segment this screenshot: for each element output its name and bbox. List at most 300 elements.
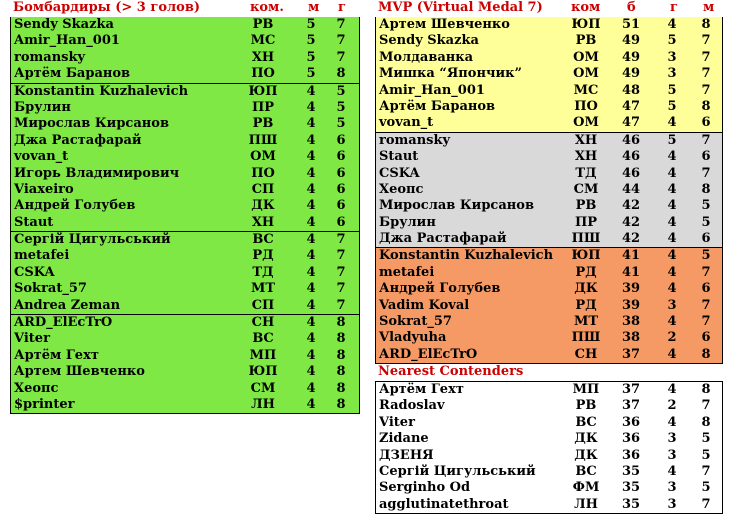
scorers-cell-m: 4 [306,132,316,148]
scorers-row [11,265,359,281]
mvp-cell-name: Мишка “Япончик” [379,66,523,82]
mvp-cell-team: ХН [574,132,598,148]
scorers-cell-m: 4 [306,315,316,331]
scorers-cell-team: ДК [251,198,275,214]
mvp-cell-m: 5 [701,214,711,230]
mvp-cell-m: 7 [701,33,711,49]
mvp-cell-m: 7 [701,264,711,280]
contenders-cell-b: 37 [621,382,641,397]
scorers-row [11,50,359,66]
contenders-cell-g: 3 [667,496,677,512]
mvp-cell-team: РВ [575,198,597,214]
scorers-cell-m: 5 [306,49,316,65]
scorers-cell-m: 4 [306,214,316,230]
mvp-col-goals: г [670,0,678,15]
mvp-cell-b: 39 [621,297,641,313]
scorers-cell-name: Артём Баранов [14,66,131,82]
mvp-cell-name: Молдаванка [379,49,474,65]
mvp-cell-g: 4 [667,17,677,32]
contenders-row [376,448,722,464]
mvp-cell-team: ПШ [571,231,601,247]
contenders-cell-g: 4 [667,463,677,479]
mvp-cell-b: 42 [621,214,641,230]
scorers-cell-team: ВС [252,232,274,248]
mvp-cell-team: ДК [574,281,598,297]
mvp-cell-name: Брулин [379,214,436,230]
mvp-cell-m: 7 [701,165,711,181]
contenders-cell-b: 35 [621,463,641,479]
scorers-cell-team: РВ [252,17,274,32]
scorers-row [11,364,359,380]
mvp-row [376,17,722,33]
mvp-cell-name: Vladyuha [379,330,447,346]
mvp-cell-g: 4 [667,115,677,131]
scorers-col-matches: м [308,0,320,15]
scorers-cell-team: ТД [252,264,274,280]
scorers-row [11,133,359,149]
mvp-cell-m: 6 [701,330,711,346]
scorers-cell-m: 4 [306,232,316,248]
scorers-cell-team: ПШ [248,132,278,148]
scorers-cell-g: 8 [336,364,346,380]
scorers-cell-m: 4 [306,347,316,363]
scorers-row [11,149,359,165]
scorers-cell-g: 8 [336,396,346,412]
mvp-cell-m: 6 [701,281,711,297]
mvp-row [376,247,722,264]
contenders-cell-name: Zidane [379,431,429,447]
scorers-row [11,83,359,100]
mvp-cell-b: 49 [621,66,641,82]
contenders-cell-name: Артём Гехт [379,382,464,397]
scorers-cell-name: Сергій Цигульський [14,232,171,248]
contenders-cell-m: 5 [701,480,711,496]
mvp-cell-name: Андрей Голубев [379,281,501,297]
scorers-cell-name: metafei [14,248,70,264]
mvp-cell-team: МТ [573,314,599,330]
mvp-cell-name: metafei [379,264,435,280]
mvp-cell-b: 46 [621,132,641,148]
scorers-cell-name: Андрей Голубев [14,198,136,214]
scorers-cell-team: МП [249,347,277,363]
scorers-col-goals: г [338,0,346,15]
mvp-cell-m: 7 [701,82,711,98]
scorers-table [10,17,360,414]
scorers-cell-m: 4 [306,165,316,181]
scorers-row [11,231,359,248]
scorers-cell-name: Джа Растафарай [14,132,142,148]
contenders-panel [375,364,723,514]
mvp-row [376,198,722,214]
contenders-cell-g: 3 [667,480,677,496]
mvp-row [376,347,722,364]
contenders-cell-m: 8 [701,414,711,430]
scorers-cell-m: 4 [306,248,316,264]
scorers-cell-name: Sokrat_57 [14,281,87,297]
scorers-cell-m: 4 [306,297,316,313]
scorers-cell-g: 8 [336,347,346,363]
mvp-cell-g: 5 [667,82,677,98]
mvp-cell-m: 5 [701,248,711,264]
contenders-cell-b: 36 [621,414,641,430]
scorers-row [11,348,359,364]
scorers-cell-team: СП [251,181,275,197]
mvp-cell-g: 3 [667,49,677,65]
mvp-cell-b: 42 [621,231,641,247]
mvp-cell-b: 41 [621,248,641,264]
contenders-cell-b: 36 [621,447,641,463]
mvp-row [376,215,722,231]
mvp-cell-team: ПР [574,214,598,230]
scorers-cell-name: Konstantin Kuzhalevich [14,83,189,99]
contenders-cell-m: 7 [701,496,711,512]
mvp-cell-g: 3 [667,66,677,82]
scorers-cell-team: РД [252,248,274,264]
contenders-cell-m: 5 [701,447,711,463]
scorers-cell-g: 6 [336,181,346,197]
mvp-cell-g: 4 [667,165,677,181]
mvp-cell-b: 37 [621,346,641,362]
contenders-title: Nearest Contenders [378,364,524,379]
scorers-title: Бомбардиры (> 3 голов) [13,0,201,15]
mvp-row [376,50,722,66]
scorers-cell-m: 4 [306,380,316,396]
mvp-cell-team: ОМ [573,66,599,82]
scorers-row [11,198,359,214]
mvp-row [376,231,722,247]
mvp-cell-g: 3 [667,297,677,313]
mvp-table [375,17,723,364]
contenders-row [376,415,722,431]
mvp-row [376,182,722,198]
contenders-cell-team: ВС [575,414,597,430]
mvp-cell-g: 4 [667,281,677,297]
mvp-cell-team: ПО [574,98,598,114]
mvp-cell-team: ТД [575,165,597,181]
mvp-cell-g: 5 [667,132,677,148]
mvp-row [376,66,722,82]
contenders-cell-team: ВС [575,463,597,479]
scorers-row [11,381,359,397]
scorers-cell-team: ОМ [250,149,276,165]
mvp-cell-team: РД [575,297,597,313]
scorers-cell-g: 7 [336,281,346,297]
scorers-cell-m: 5 [306,17,316,32]
scorers-cell-m: 4 [306,116,316,132]
mvp-col-points: б [627,0,636,15]
scorers-cell-m: 4 [306,331,316,347]
contenders-cell-team: ДК [574,431,598,447]
contenders-row [376,497,722,514]
mvp-cell-g: 4 [667,248,677,264]
mvp-cell-b: 47 [621,98,641,114]
mvp-cell-name: vovan_t [379,115,434,131]
mvp-cell-b: 51 [621,17,641,32]
contenders-header [375,364,723,380]
contenders-cell-b: 36 [621,431,641,447]
mvp-header [375,0,723,16]
mvp-cell-m: 7 [701,132,711,148]
scorers-cell-name: Артём Гехт [14,347,99,363]
scorers-cell-g: 6 [336,132,346,148]
scorers-cell-name: ARD_ElEcTrO [14,315,113,331]
scorers-row [11,100,359,116]
scorers-col-team: ком. [250,0,284,15]
mvp-cell-team: ОМ [573,49,599,65]
mvp-cell-team: МС [573,82,599,98]
contenders-cell-g: 2 [667,398,677,414]
scorers-cell-g: 7 [336,264,346,280]
mvp-row [376,314,722,330]
mvp-cell-m: 8 [701,181,711,197]
scorers-cell-team: СН [251,315,275,331]
scorers-cell-team: ВС [252,331,274,347]
mvp-cell-m: 8 [701,98,711,114]
mvp-row [376,166,722,182]
scorers-cell-name: Staut [14,214,54,230]
scorers-cell-team: ПР [251,99,275,115]
mvp-cell-b: 42 [621,198,641,214]
scorers-cell-name: CSKA [14,264,55,280]
scorers-cell-g: 6 [336,198,346,214]
contenders-cell-m: 5 [701,431,711,447]
contenders-cell-g: 3 [667,447,677,463]
mvp-cell-g: 4 [667,231,677,247]
scorers-row [11,281,359,297]
mvp-row [376,115,722,131]
scorers-cell-g: 5 [336,99,346,115]
contenders-cell-g: 4 [667,382,677,397]
scorers-row [11,314,359,331]
mvp-cell-name: Мирослав Кирсанов [379,198,534,214]
mvp-cell-team: ЮП [571,17,601,32]
scorers-cell-team: СМ [250,380,276,396]
mvp-cell-g: 4 [667,181,677,197]
contenders-row [376,480,722,496]
mvp-cell-g: 4 [667,149,677,165]
scorers-cell-team: ПО [251,66,275,82]
mvp-panel [375,0,723,365]
scorers-cell-name: Игорь Владимирович [14,165,180,181]
scorers-row [11,248,359,264]
scorers-panel [10,0,360,420]
mvp-cell-g: 4 [667,264,677,280]
scorers-row [11,33,359,49]
scorers-cell-m: 4 [306,99,316,115]
contenders-cell-m: 7 [701,398,711,414]
mvp-cell-team: ОМ [573,115,599,131]
mvp-cell-g: 5 [667,98,677,114]
mvp-cell-b: 49 [621,33,641,49]
scorers-cell-m: 5 [306,66,316,82]
scorers-cell-name: $printer [14,396,75,412]
mvp-cell-b: 48 [621,82,641,98]
scorers-cell-m: 5 [306,33,316,49]
scorers-row [11,298,359,314]
contenders-cell-team: ЛН [574,496,598,512]
scorers-cell-name: vovan_t [14,149,69,165]
mvp-cell-m: 7 [701,297,711,313]
mvp-cell-g: 5 [667,33,677,49]
mvp-cell-team: СМ [573,181,599,197]
contenders-cell-m: 8 [701,382,711,397]
contenders-cell-name: ДЗЕНЯ [379,447,434,463]
contenders-row [376,464,722,480]
contenders-cell-team: ФМ [572,480,600,496]
scorers-cell-name: Хеопс [14,380,59,396]
mvp-row [376,83,722,99]
contenders-table [375,381,723,514]
mvp-cell-m: 7 [701,66,711,82]
scorers-cell-m: 4 [306,364,316,380]
contenders-cell-team: ДК [574,447,598,463]
mvp-cell-m: 6 [701,149,711,165]
mvp-cell-g: 4 [667,214,677,230]
scorers-cell-g: 6 [336,149,346,165]
mvp-cell-m: 8 [701,346,711,362]
mvp-cell-b: 46 [621,149,641,165]
contenders-cell-name: Radoslav [379,398,445,414]
contenders-cell-g: 3 [667,431,677,447]
mvp-cell-b: 38 [621,314,641,330]
scorers-cell-g: 7 [336,297,346,313]
mvp-row [376,149,722,165]
scorers-row [11,66,359,82]
scorers-cell-team: МТ [250,281,276,297]
contenders-row [376,398,722,414]
mvp-title: MVP (Virtual Medal 7) [378,0,543,15]
scorers-cell-team: ХН [251,214,275,230]
mvp-cell-g: 2 [667,330,677,346]
mvp-cell-name: Staut [379,149,419,165]
mvp-cell-b: 49 [621,49,641,65]
scorers-cell-name: Viter [14,331,50,347]
mvp-cell-m: 6 [701,115,711,131]
mvp-row [376,132,722,149]
scorers-cell-g: 8 [336,380,346,396]
scorers-cell-team: МС [250,33,276,49]
mvp-cell-g: 4 [667,346,677,362]
mvp-cell-team: СН [574,346,598,362]
contenders-row [376,382,722,398]
mvp-cell-name: Хеопс [379,181,424,197]
mvp-cell-name: CSKA [379,165,420,181]
mvp-col-matches: м [703,0,715,15]
contenders-cell-b: 35 [621,496,641,512]
scorers-cell-team: ЮП [248,83,278,99]
mvp-cell-b: 41 [621,264,641,280]
mvp-row [376,265,722,281]
scorers-cell-m: 4 [306,396,316,412]
scorers-cell-m: 4 [306,181,316,197]
contenders-cell-team: МП [572,382,600,397]
scorers-cell-name: Andrea Zeman [14,297,121,313]
scorers-cell-g: 7 [336,49,346,65]
mvp-cell-name: Джа Растафарай [379,231,507,247]
mvp-cell-name: Vadim Koval [379,297,470,313]
scorers-cell-g: 7 [336,232,346,248]
mvp-row [376,99,722,115]
mvp-col-team: ком [571,0,601,15]
scorers-cell-m: 4 [306,281,316,297]
scorers-cell-team: ХН [251,49,275,65]
mvp-cell-b: 38 [621,330,641,346]
mvp-cell-name: Sendy Skazka [379,33,479,49]
mvp-cell-b: 44 [621,181,641,197]
scorers-cell-name: Брулин [14,99,71,115]
mvp-row [376,33,722,49]
mvp-cell-b: 47 [621,115,641,131]
contenders-cell-m: 7 [701,463,711,479]
mvp-row [376,298,722,314]
scorers-row [11,17,359,33]
mvp-cell-m: 8 [701,17,711,32]
mvp-cell-g: 4 [667,314,677,330]
contenders-cell-g: 4 [667,414,677,430]
scorers-cell-g: 5 [336,116,346,132]
mvp-cell-b: 46 [621,165,641,181]
mvp-cell-b: 39 [621,281,641,297]
scorers-cell-g: 6 [336,165,346,181]
scorers-cell-team: ЛН [251,396,275,412]
scorers-cell-name: Viaxeiro [14,181,74,197]
mvp-cell-name: Sokrat_57 [379,314,452,330]
mvp-cell-m: 7 [701,314,711,330]
mvp-cell-team: РВ [575,33,597,49]
mvp-cell-g: 4 [667,198,677,214]
scorers-cell-name: Sendy Skazka [14,17,114,32]
mvp-cell-team: РД [575,264,597,280]
contenders-cell-b: 35 [621,480,641,496]
scorers-cell-name: Артем Шевченко [14,364,145,380]
scorers-row [11,182,359,198]
mvp-cell-team: ЮП [571,248,601,264]
scorers-cell-team: СП [251,297,275,313]
mvp-row [376,330,722,346]
scorers-cell-m: 4 [306,83,316,99]
mvp-cell-name: Konstantin Kuzhalevich [379,248,554,264]
scorers-cell-m: 4 [306,198,316,214]
contenders-row [376,431,722,447]
mvp-cell-m: 6 [701,231,711,247]
scorers-header [10,0,360,16]
contenders-cell-name: agglutinatethroat [379,496,509,512]
contenders-cell-name: Viter [379,414,415,430]
mvp-cell-name: Amir_Han_001 [379,82,485,98]
scorers-cell-name: Amir_Han_001 [14,33,120,49]
mvp-cell-team: ПШ [571,330,601,346]
scorers-cell-name: Мирослав Кирсанов [14,116,169,132]
contenders-cell-name: Serginho Od [379,480,471,496]
mvp-cell-name: Артем Шевченко [379,17,510,32]
mvp-cell-name: ARD_ElEcTrO [379,346,478,362]
scorers-row [11,166,359,182]
scorers-cell-g: 7 [336,33,346,49]
contenders-cell-team: РВ [575,398,597,414]
contenders-cell-name: Сергій Цигульський [379,463,536,479]
mvp-row [376,281,722,297]
mvp-cell-m: 7 [701,49,711,65]
mvp-cell-m: 5 [701,198,711,214]
scorers-cell-m: 4 [306,264,316,280]
scorers-row [11,397,359,414]
scorers-row [11,116,359,132]
scorers-cell-g: 7 [336,17,346,32]
contenders-cell-b: 37 [621,398,641,414]
scorers-cell-g: 6 [336,214,346,230]
mvp-cell-name: Артём Баранов [379,98,496,114]
scorers-cell-team: ЮП [248,364,278,380]
